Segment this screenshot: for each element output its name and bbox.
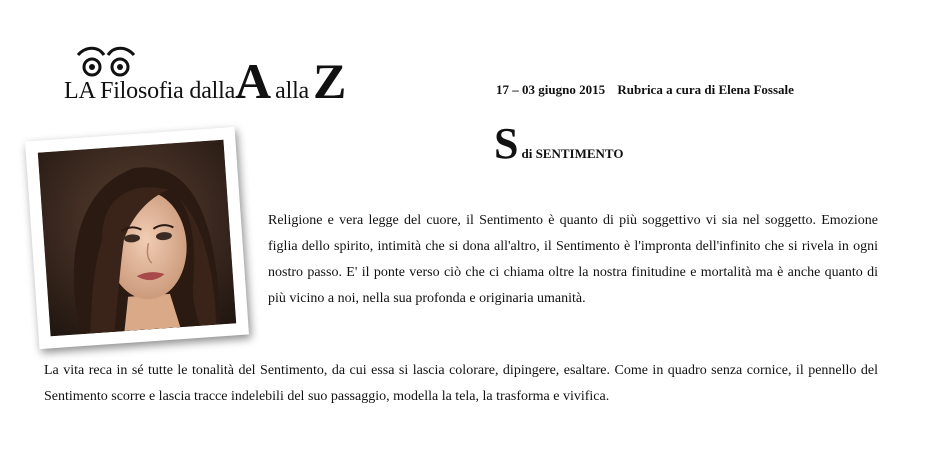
portrait-illustration — [38, 140, 236, 337]
title-letter-z: Z — [313, 53, 347, 109]
author-name: Elena Fossale — [718, 82, 794, 97]
body-paragraph-2: La vita reca in sé tutte le tonalità del Sentimento, da cui essa si lascia colorare, dipingere, esaltare. Come in quadro senza cornice, il pennello del Sentimento scorre e lascia tracce indelebili del suo passaggio, modella la tela, la trasforma e vivifica. — [44, 363, 878, 404]
rubric-label: Rubrica a cura di — [617, 82, 716, 97]
page-title — [64, 53, 347, 109]
portrait-frame — [25, 127, 249, 349]
portrait-photo — [38, 140, 236, 337]
issue-date: 17 – 03 giugno 2015 — [496, 82, 606, 97]
section-letter: S — [494, 119, 519, 168]
title-prefix: LA Filosofia dalla — [64, 78, 236, 104]
title-middle: alla — [275, 78, 309, 104]
section-heading — [494, 119, 624, 168]
body-paragraph-1: Religione e vera legge del cuore, il Sentimento è quanto di più soggettivo vi sia nel soggetto. Emozione figlia dello spirito, intimità che si dona all'altro, il Sentimento è l'impronta dell'infinito che si rivela in ogni nostro passo. E' il ponte verso ciò che ci chiama oltre la nostra finitudine e mortalità ma è anche quanto di più vicino a noi, nella sua profonda e originaria umanità. — [268, 213, 878, 306]
issue-info — [496, 82, 794, 98]
section-subtitle: di SENTIMENTO — [521, 146, 624, 161]
title-letter-a: A — [235, 53, 272, 109]
